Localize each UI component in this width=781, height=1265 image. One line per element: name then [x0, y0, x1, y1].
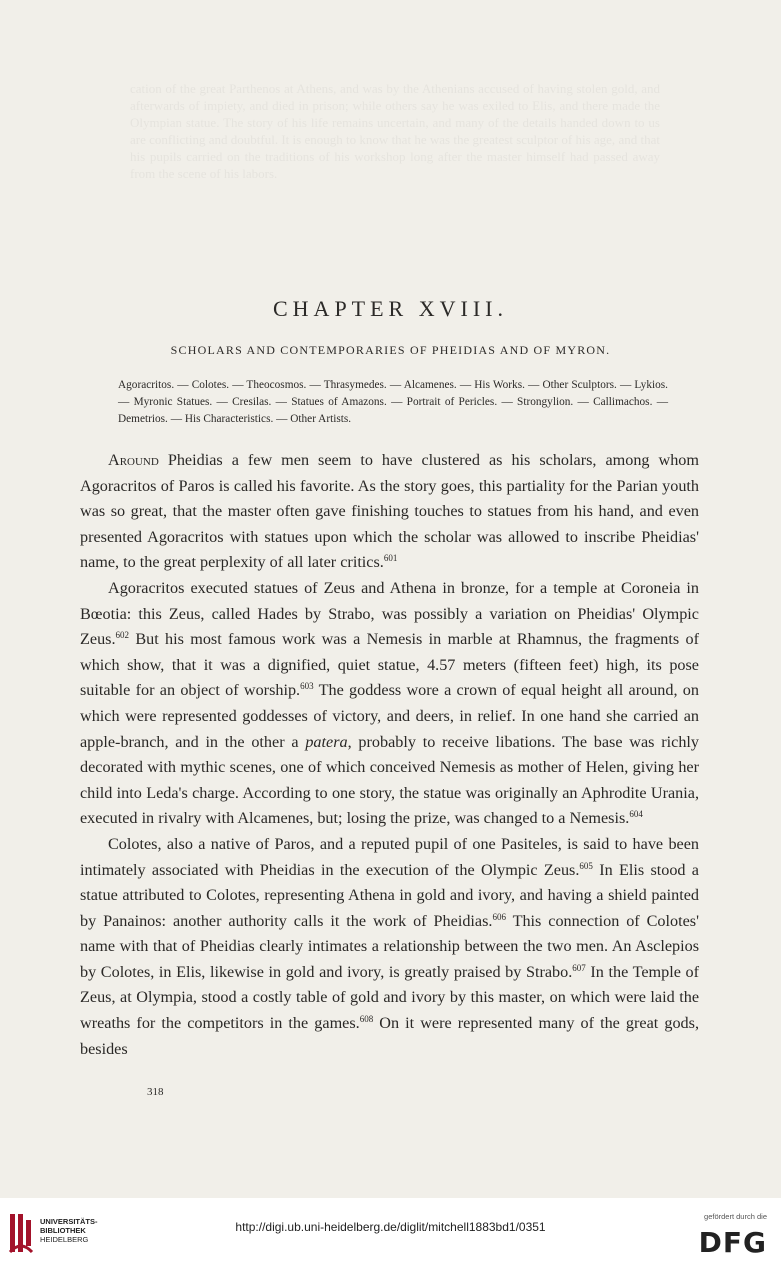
paragraph-text: This connection of Colotes' name with that of Pheidias clearly intimates a relationship between the two men. An Asclepios by Colotes, in Elis, likewise in gold and ivory, is greatly praised by Strabo.: [80, 911, 699, 981]
paragraph-text: But his most famous work was a Nemesis in marble at Rhamnus, the fragments of which show, that it was a dignified, quiet statue, 4.57 meters (fifteen feet) high, its pose suitable for an object of worship.: [80, 630, 699, 700]
paragraph-text: Agoracritos executed statues of Zeus and Athena in bronze, for a temple at Coroneia in Bœotia: this Zeus, called Hades by Strabo, was possibly a variation on Pheidias' Olympic Zeus.: [80, 578, 699, 649]
paragraph-text: In Elis stood a statue attributed to Colotes, representing Athena in gold and ivory, and having a shield painted by Panainos: another authority calls it the work of Pheidias.: [80, 860, 699, 930]
footnote-ref[interactable]: 602: [115, 630, 130, 641]
italic-term: patera: [305, 732, 348, 751]
footnote-ref[interactable]: 601: [383, 553, 398, 564]
footnote-ref[interactable]: 603: [300, 681, 314, 692]
drop-word: Around: [108, 451, 159, 469]
paragraph: [80, 576, 699, 832]
chapter-title: CHAPTER XVIII.: [273, 296, 508, 321]
footnote-ref[interactable]: 608: [359, 1014, 374, 1025]
footnote-ref[interactable]: 605: [579, 860, 593, 871]
paragraph-text: , probably to receive libations. The base was richly decorated with mythic scenes, one of which conceived Nemesis as mother of Helen, giving her child into Leda's charge. According to one story, the statue was originally an Aphrodite Urania, executed in rivalry with Alcamenes, but; losing the prize, was changed to a Nemesis.: [80, 732, 699, 828]
dfg-logo[interactable]: DFG: [698, 1226, 767, 1259]
paragraph-text: Colotes, also a native of Paros, and a reputed pupil of one Pasiteles, is said to have been intimately associated with Pheidias in the execution of the Olympic Zeus.: [80, 834, 699, 879]
paragraph-text: In the Temple of Zeus, at Olympia, stood a costly table of gold and ivory by this master, on which were laid the wreaths for the competitors in the games.: [80, 962, 699, 1033]
institution-line: BIBLIOTHEK: [40, 1226, 86, 1235]
footnote-ref[interactable]: 604: [629, 809, 643, 820]
footnote-ref[interactable]: 606: [492, 911, 506, 922]
paragraph-text: Pheidias a few men seem to have clustered as his scholars, among whom Agoracritos of Paros is called his favorite. As the story goes, this partiality for the Parian youth was so great, that the master often gave finishing touches to statues from his hand, and even presented Agoracritos with statues upon which the scholar was allowed to inscribe Pheidias' name, to the great perplexity of all later critics.: [80, 451, 699, 572]
body-text: [80, 448, 699, 1062]
institution-line: HEIDELBERG: [40, 1235, 89, 1244]
page-number: 318: [147, 1086, 164, 1098]
footnote-ref[interactable]: 607: [572, 962, 586, 973]
funded-by-label: gefördert durch die: [704, 1212, 767, 1221]
chapter-synopsis: Agoracritos. — Colotes. — Theocosmos. — Thrasymedes. — Alcamenes. — His Works. — Other Sculptors. — Lykios. — Myronic Statues. — Cresilas. — Statues of Amazons. — Portrait of Pericles. — Strongylion. — Callimachos. — Demetrios. — His Characteristics. — Other Artists.: [118, 379, 668, 425]
show-through-text: cation of the great Parthenos at Athens, and was by the Athenians accused of having stolen gold, and afterwards of impiety, and died in prison; while others say he was exiled to Elis, and there made the Olympian statue. The story of his life remains uncertain, and many of the details handed down to us are conflicting and doubtful. It is enough to know that he was the greatest sculptor of his age, and that his pupils carried on the traditions of his workshop long after the master himself had passed away from the scene of his labors.: [130, 81, 660, 181]
chapter-subtitle: SCHOLARS AND CONTEMPORARIES OF PHEIDIAS AND OF MYRON.: [170, 343, 611, 357]
permalink-url[interactable]: http://digi.ub.uni-heidelberg.de/diglit/mitchell1883bd1/0351: [235, 1220, 546, 1234]
footer-bar: [0, 1198, 781, 1265]
paragraph-text: The goddess wore a crown of equal height all around, on which were represented goddesses of victory, and deers, in relief. In one hand she carried an apple-branch, and in the other a: [80, 681, 699, 751]
paragraph: [80, 448, 699, 576]
institution-line: UNIVERSITÄTS-: [40, 1217, 98, 1226]
paragraph: [80, 832, 699, 1062]
paragraph-text: On it were represented many of the great gods, besides: [80, 1014, 700, 1058]
